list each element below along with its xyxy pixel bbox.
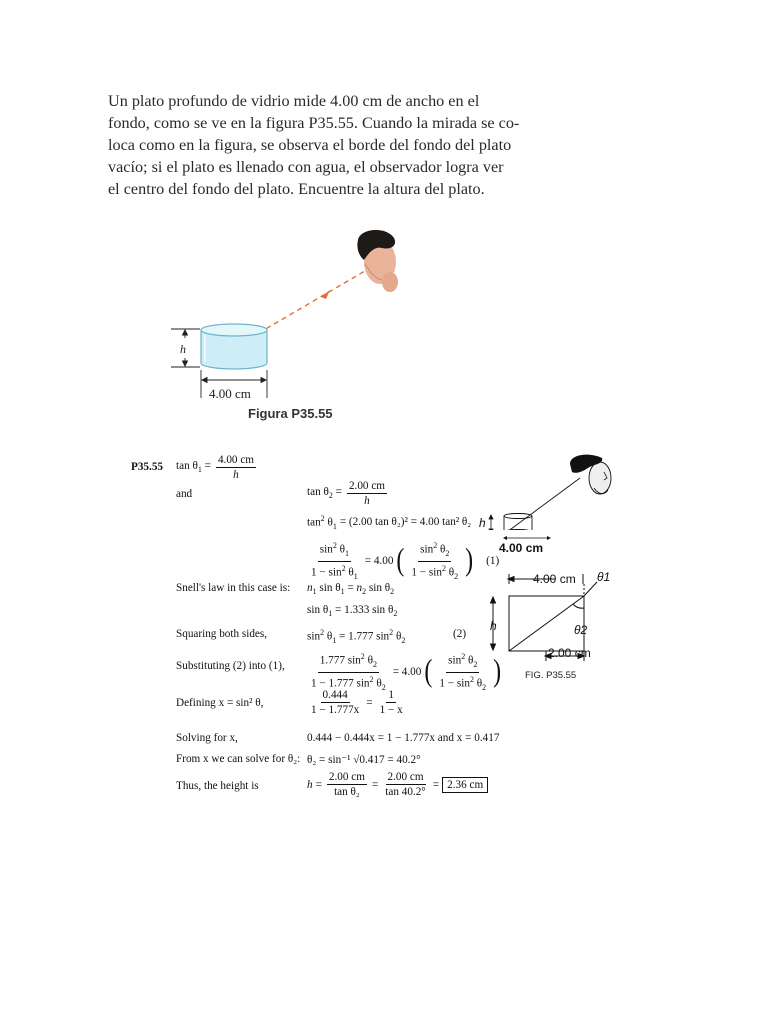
- ray-arrow: [321, 290, 330, 299]
- figure-1-dish-diagram: [160, 220, 420, 405]
- from-x-text: From x we can solve for θ₂:: [176, 753, 301, 765]
- and-text: and: [176, 488, 193, 500]
- figure-2-small-diagram: [478, 450, 618, 530]
- figure-1-h-label: h: [180, 342, 186, 356]
- problem-line: vacío; si el plato es llenado con agua, el observador logra ver: [108, 158, 504, 176]
- defining-text: Defining x = sin² θ,: [176, 697, 264, 709]
- equation-2-tag: (2): [453, 628, 467, 640]
- ray-small: [507, 478, 580, 530]
- dish-small: [504, 514, 532, 531]
- fig2-bottom-width: 2.00 cm: [548, 646, 591, 660]
- answer-box: 2.36 cm: [442, 777, 488, 793]
- fig2-h-small: h: [479, 516, 486, 530]
- glass-dish: [201, 324, 267, 369]
- fig2-h-big: h: [490, 619, 497, 633]
- h-bracket-small: [489, 515, 493, 530]
- equation-snell: $n_1$ $\sin \theta_1 = n_2$ $\sin \theta_2$: [307, 582, 395, 597]
- observer-head-illustration: [357, 230, 398, 292]
- equation-height: h = $\frac{2.00 cm}{\text{tan θ₂}}$ = $\frac{2.00 cm}{\tan 40.2^\circ}$ = 2.36 cm: [307, 771, 488, 798]
- figure-1-width-label: 4.00 cm: [209, 386, 251, 401]
- equation-theta2: θ₂ = sin⁻¹ √0.417 = 40.2°: [307, 754, 421, 766]
- observer-head-small: [570, 455, 611, 494]
- equation-substituted: $\frac{1.777 \sin^2 \theta_2}{1 - 1.777 \sin^2 \theta_2}$ = 4.00 ( $\frac{\sin^2 \theta_2}{1 - \sin^2 \theta_2}$ ): [311, 652, 502, 692]
- figure-1-caption: Figura P35.55: [248, 406, 333, 421]
- solving-text: Solving for x,: [176, 732, 238, 744]
- problem-line: el centro del fondo del plato. Encuentre la altura del plato.: [108, 180, 485, 198]
- equation-tan-squared: $\tan^2 \theta_1$ = (2.00 tan θ₂)² = 4.00 tan² θ₂: [307, 514, 472, 531]
- fig2-top-width: 4.00 cm: [533, 572, 576, 586]
- solution-label: P35.55: [131, 461, 164, 473]
- equation-tan-theta2: $\tan \theta_2$ = $\frac{2.00 cm}{h}$: [307, 480, 385, 507]
- equation-solving: 0.444 − 0.444x = 1 − 1.777x and x = 0.417: [307, 732, 500, 744]
- snell-text: Snell's law in this case is:: [176, 582, 291, 594]
- problem-statement: [108, 90, 528, 200]
- figure-2-caption: FIG. P35.55: [525, 670, 577, 681]
- substituting-text: Substituting (2) into (1),: [176, 660, 285, 672]
- equation-2: $\sin^2 \theta_1 = 1.777$ $\sin^2 \theta_2$: [307, 628, 406, 645]
- fig2-theta1: θ1: [597, 570, 611, 584]
- thus-text: Thus, the height is: [176, 780, 259, 792]
- equation-defining: $\frac{0.444}{1 - 1.777x}$ = $\frac{1}{1 - x}$: [311, 689, 403, 716]
- equation-snell-values: $\sin \theta_1 = 1.333$ $\sin \theta_2$: [307, 604, 398, 619]
- problem-line: Un plato profundo de vidrio mide 4.00 cm de ancho en el: [108, 92, 480, 110]
- problem-line: fondo, como se ve en la figura P35.55. Cuando la mirada se co-: [108, 114, 520, 132]
- fig2-theta2: θ2: [574, 623, 588, 637]
- equation-tan-theta1: $\tan \theta_1$ = $\frac{4.00 cm}{h}$: [176, 454, 254, 481]
- squaring-text: Squaring both sides,: [176, 628, 268, 640]
- fig2-width-small: 4.00 cm: [499, 541, 544, 555]
- problem-line: loca como en la figura, se observa el borde del fondo del plato: [108, 136, 512, 154]
- equation-1: $\frac{\sin^2 \theta_1}{1 - \sin^2 \theta_1}$ = 4.00 ( $\frac{\sin^2 \theta_2}{1 - \sin^2 \theta_2}$ ) (1): [311, 541, 500, 581]
